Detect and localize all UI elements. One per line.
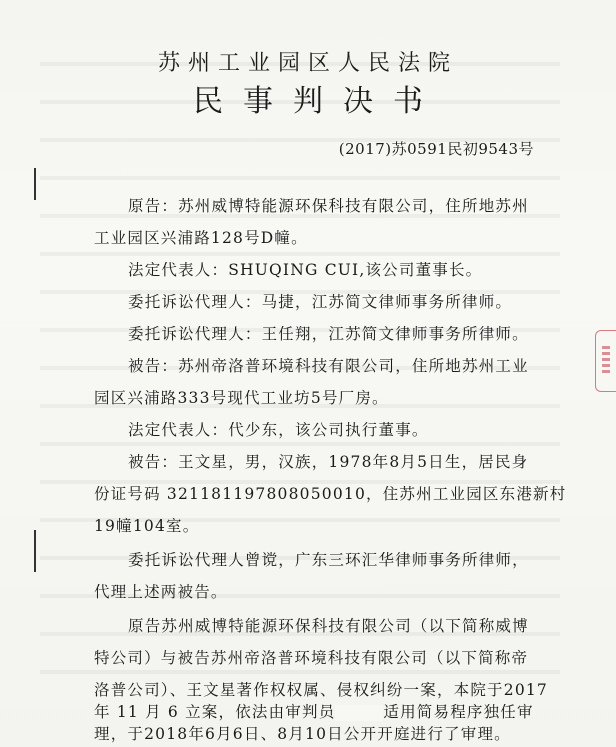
case-intro-line: [94, 700, 534, 722]
binding-mark: [34, 168, 36, 200]
plaintiff-legal-rep: 法定代表人：SHUQING CUI,该公司董事长。: [128, 261, 483, 279]
case-intro-part: 适用简易程序独任审: [383, 703, 534, 721]
court-name: 苏州工业园区人民法院: [157, 51, 458, 76]
case-number: (2017)苏0591民初9543号: [338, 140, 534, 158]
case-intro-line: 洛普公司）、王文星著作权权属、侵权纠纷一案，本院于2017: [94, 681, 548, 699]
case-intro-line: 特公司）与被告苏州帝洛普环境科技有限公司（以下简称帝: [94, 649, 529, 667]
plaintiff-agent-1: 委托诉讼代理人：马捷，江苏简文律师事务所律师。: [128, 293, 513, 311]
defendant-1-address-line: 园区兴浦路333号现代工业坊5号厂房。: [94, 389, 389, 407]
case-intro-part: 年 11 月 6 立案，依法由审判员: [94, 703, 336, 721]
defendant-2-address-line: 19幢104室。: [94, 517, 200, 535]
defendant-2-id-line: 份证号码 321181197808050010，住苏州工业园区东港新村: [94, 485, 567, 503]
binding-mark: [34, 530, 36, 572]
case-intro-line: 理，于2018年6月6日、8月10日公开开庭进行了审理。: [94, 725, 511, 743]
seal-stamp-mark: [602, 346, 610, 374]
defendant-1-legal-rep: 法定代表人：代少东，该公司执行董事。: [128, 421, 429, 439]
redacted-name: [335, 705, 383, 721]
plaintiff-line: 原告：苏州威博特能源环保科技有限公司，住所地苏州: [128, 197, 529, 215]
plaintiff-address-line: 工业园区兴浦路128号D幢。: [94, 229, 308, 247]
document-title: 民事判决书: [193, 84, 443, 119]
plaintiff-agent-2: 委托诉讼代理人：王任翔，江苏简文律师事务所律师。: [128, 325, 529, 343]
defendant-2-line: 被告：王文星，男，汉族，1978年8月5日生，居民身: [128, 453, 529, 471]
defendant-agent-scope-line: 代理上述两被告。: [94, 583, 228, 601]
defendant-agent-line: 委托诉讼代理人曾谠，广东三环汇华律师事务所律师，: [128, 551, 529, 569]
defendant-1-line: 被告：苏州帝洛普环境科技有限公司，住所地苏州工业: [128, 357, 529, 375]
case-intro-line: 原告苏州威博特能源环保科技有限公司（以下简称威博: [128, 617, 529, 635]
